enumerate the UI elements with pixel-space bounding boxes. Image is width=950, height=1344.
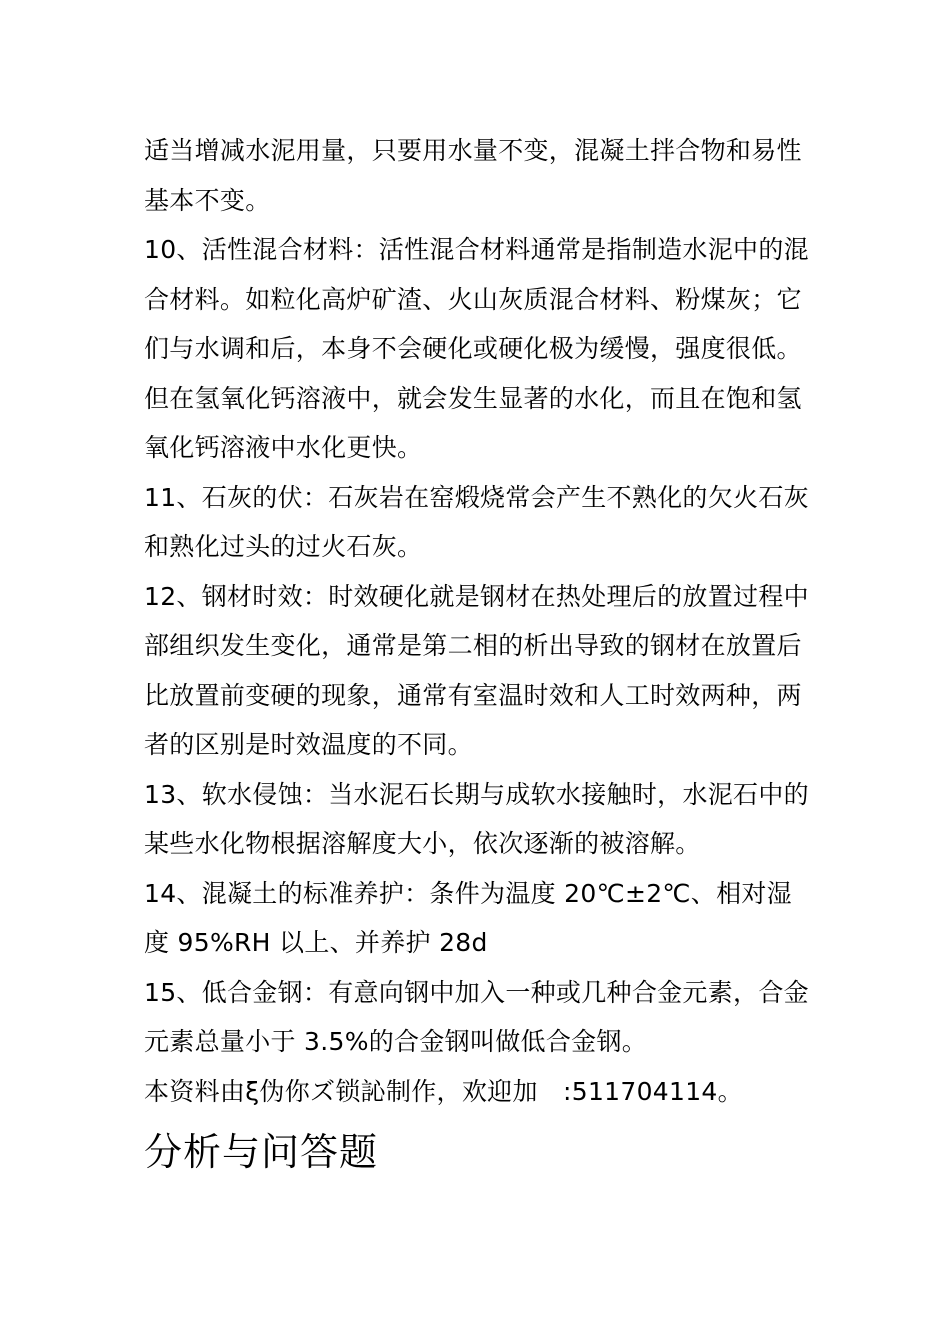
- paragraph-item-14: 14、混凝土的标准养护：条件为温度 20℃±2℃、相对湿度 95%RH 以上、并养护 28d: [144, 878, 792, 957]
- paragraph-item-10: 10、活性混合材料：活性混合材料通常是指制造水泥中的混合材料。如粒化高炉矿渣、火山灰质混合材料、粉煤灰；它们与水调和后，本身不会硬化或硬化极为缓慢，强度很低。但在氢氧化钙溶液中，就会发生显著的水化，而且在饱和氢氧化钙溶液中水化更快。: [144, 235, 809, 462]
- paragraph-item-13: 13、软水侵蚀：当水泥石长期与成软水接触时，水泥石中的某些水化物根据溶解度大小，依次逐渐的被溶解。: [144, 779, 809, 858]
- section-heading: 分析与问答题: [144, 1130, 379, 1174]
- paragraph-item-12: 12、钢材时效：时效硬化就是钢材在热处理后的放置过程中部组织发生变化，通常是第二相的析出导致的钢材在放置后比放置前变硬的现象，通常有室温时效和人工时效两种，两者的区别是时效温度的不同。: [144, 581, 809, 759]
- paragraph-intro-continuation: 适当增减水泥用量，只要用水量不变，混凝土拌合物和易性基本不变。: [144, 136, 802, 215]
- document-body: [144, 126, 810, 1182]
- paragraph-item-11: 11、石灰的伏：石灰岩在窑煅烧常会产生不熟化的欠火石灰和熟化过头的过火石灰。: [144, 482, 809, 561]
- paragraph-item-15: 15、低合金钢：有意向钢中加入一种或几种合金元素，合金元素总量小于 3.5%的合金钢叫做低合金钢。: [144, 977, 809, 1056]
- paragraph-credit-note: 本资料由ξ伪你ズ锁訫制作，欢迎加 :511704114。: [144, 1076, 743, 1106]
